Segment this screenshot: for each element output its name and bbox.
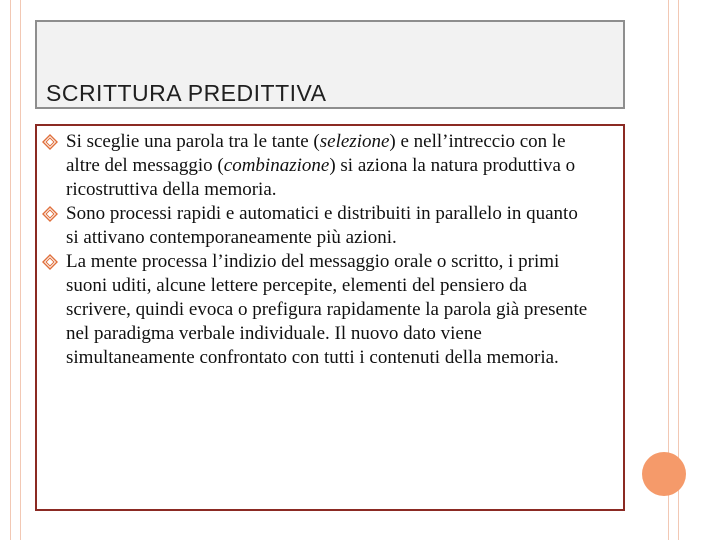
bullet-item-3	[37, 250, 623, 370]
left-edge-line	[10, 0, 11, 540]
bullet-item-1	[37, 130, 623, 202]
bullet-1-text-a: Si sceglie una parola tra le tante (	[66, 131, 320, 152]
bullet-3-text: La mente processa l’indizio del messaggio orale o scritto, i primi suoni uditi, alcune lettere percepite, elementi del pensiero da scrivere, quindi evoca o prefigura rapidamente la parola già presente nel paradigma verbale individuale. Il nuovo dato viene simultaneamente confrontato con tutti i contenuti della memoria.	[66, 251, 588, 368]
left-edge-line-inner	[20, 0, 21, 540]
title-box	[35, 20, 625, 109]
content-box	[35, 124, 625, 511]
bullet-item-2	[37, 202, 623, 250]
accent-circle	[642, 452, 686, 496]
diamond-outline-icon	[42, 134, 58, 150]
bullet-1-text-c: ) si aziona la natura produttiva o ricostruttiva della memoria.	[66, 155, 576, 200]
bullet-1-term-combinazione: combinazione	[223, 155, 330, 176]
diamond-outline-icon	[42, 206, 58, 222]
bullet-1-text-b: ) e nell’intreccio con le altre del messaggio (	[66, 131, 566, 176]
slide-title: SCRITTURA PREDITTIVA	[46, 80, 327, 106]
diamond-outline-icon	[42, 254, 58, 270]
bullet-2-text: Sono processi rapidi e automatici e distribuiti in parallelo in quanto si attivano contemporaneamente più azioni.	[66, 203, 578, 248]
bullet-list	[37, 130, 623, 370]
bullet-1-term-selezione: selezione	[319, 131, 390, 152]
